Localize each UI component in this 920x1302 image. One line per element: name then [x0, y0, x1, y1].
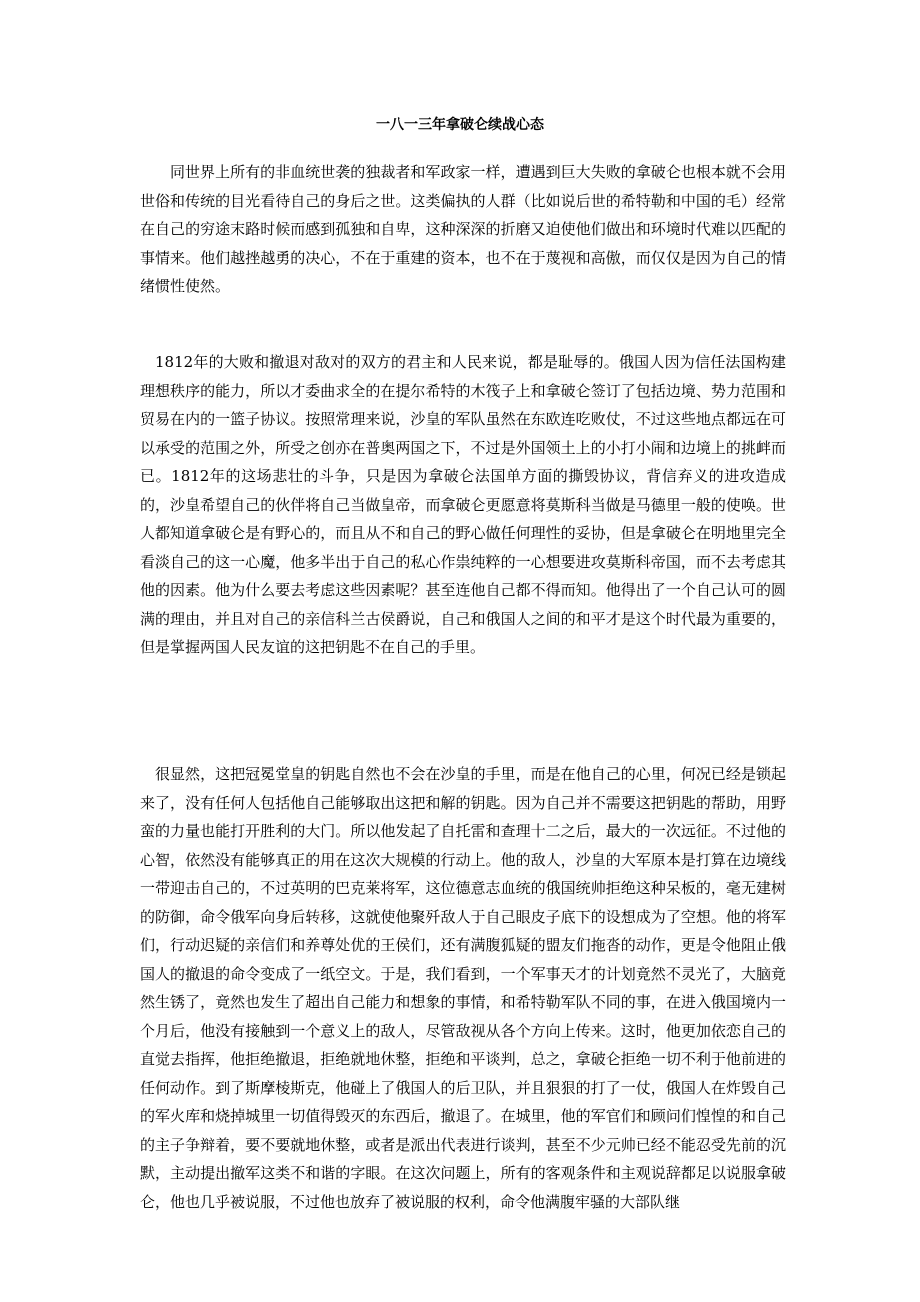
paragraph-3: 很显然，这把冠冕堂皇的钥匙自然也不会在沙皇的手里，而是在他自己的心里，何况已经是锁起来了，没有任何人包括他自己能够取出这把和解的钥匙。因为自己并不需要这把钥匙的帮助，用野蛮的力量也能打开胜利的大门。所以他发起了自托雷和查理十二之后，最大的一次远征。不过他的心智，依然没有能够真正的用在这次大规模的行动上。他的敌人，沙皇的大军原本是打算在边境线一带迎击自己的，不过英明的巴克莱将军，这位德意志血统的俄国统帅拒绝这种呆板的，毫无建树的防御，命令俄军向身后转移，这就使他聚歼敌人于自己眼皮子底下的设想成为了空想。他的将军们，行动迟疑的亲信们和养尊处优的王侯们，还有满腹狐疑的盟友们拖沓的动作，更是令他阻止俄国人的撤退的命令变成了一纸空文。于是，我们看到，一个军事天才的计划竟然不灵光了，大脑竟然生锈了，竟然也发生了超出自己能力和想象的事情，和希特勒军队不同的事，在进入俄国境内一个月后，他没有接触到一个意义上的敌人，尽管敌视从各个方向上传来。这时，他更加依恋自己的直觉去指挥，他拒绝撤退，拒绝就地休整，拒绝和平谈判，总之，拿破仑拒绝一切不利于他前进的任何动作。到了斯摩棱斯克，他碰上了俄国人的后卫队，并且狠狠的打了一仗，俄国人在炸毁自己的军火库和烧掉城里一切值得毁灭的东西后，撤退了。在城里，他的军官们和顾问们惶惶的和自己的主子争辩着，要不要就地休整，或者是派出代表进行谈判，甚至不少元帅已经不能忍受先前的沉默，主动提出撤军这类不和谐的字眼。在这次问题上，所有的客观条件和主观说辞都足以说服拿破仑，他也几乎被说服，不过他也放弃了被说服的权利，命令他满腹牢骚的大部队继 — [140, 765, 786, 1211]
paragraph-2: 1812年的大败和撤退对敌对的双方的君主和人民来说，都是耻辱的。俄国人因为信任法国构建理想秩序的能力，所以才委曲求全的在提尔希特的木筏子上和拿破仑签订了包括边境、势力范围和贸易在内的一篮子协议。按照常理来说，沙皇的军队虽然在东欧连吃败仗，不过这些地点都远在可以承受的范围之外，所受之创亦在普奥两国之下，不过是外国领土上的小打小闹和边境上的挑衅而已。1812年的这场悲壮的斗争，只是因为拿破仑法国单方面的撕毁协议，背信弃义的进攻造成的，沙皇希望自己的伙伴将自己当做皇帝，而拿破仑更愿意将莫斯科当做是马德里一般的使唤。世人都知道拿破仑是有野心的，而且从不和自己的野心做任何理性的妥协，但是拿破仑在明地里完全看淡自己的这一心魔，他多半出于自己的私心作祟纯粹的一心想要进攻莫斯科帝国，而不去考虑其他的因素。他为什么要去考虑这些因素呢？甚至连他自己都不得而知。他得出了一个自己认可的圆满的理由，并且对自己的亲信科兰古侯爵说，自己和俄国人之间的和平才是这个时代最为重要的，但是掌握两国人民友谊的这把钥匙不在自己的手里。 — [140, 353, 786, 656]
document-title: 一八一三年拿破仑续战心态 — [376, 117, 544, 133]
paragraph-1: 同世界上所有的非血统世袭的独裁者和军政家一样，遭遇到巨大失败的拿破仑也根本就不会用世俗和传统的目光看待自己的身后之世。这类偏执的人群（比如说后世的希特勒和中国的毛）经常在自己的穷途末路时候而感到孤独和自卑，这种深深的折磨又迫使他们做出和环境时代难以匹配的事情来。他们越挫越勇的决心，不在于重建的资本，也不在于蔑视和高傲，而仅仅是因为自己的情绪惯性使然。 — [140, 163, 786, 295]
